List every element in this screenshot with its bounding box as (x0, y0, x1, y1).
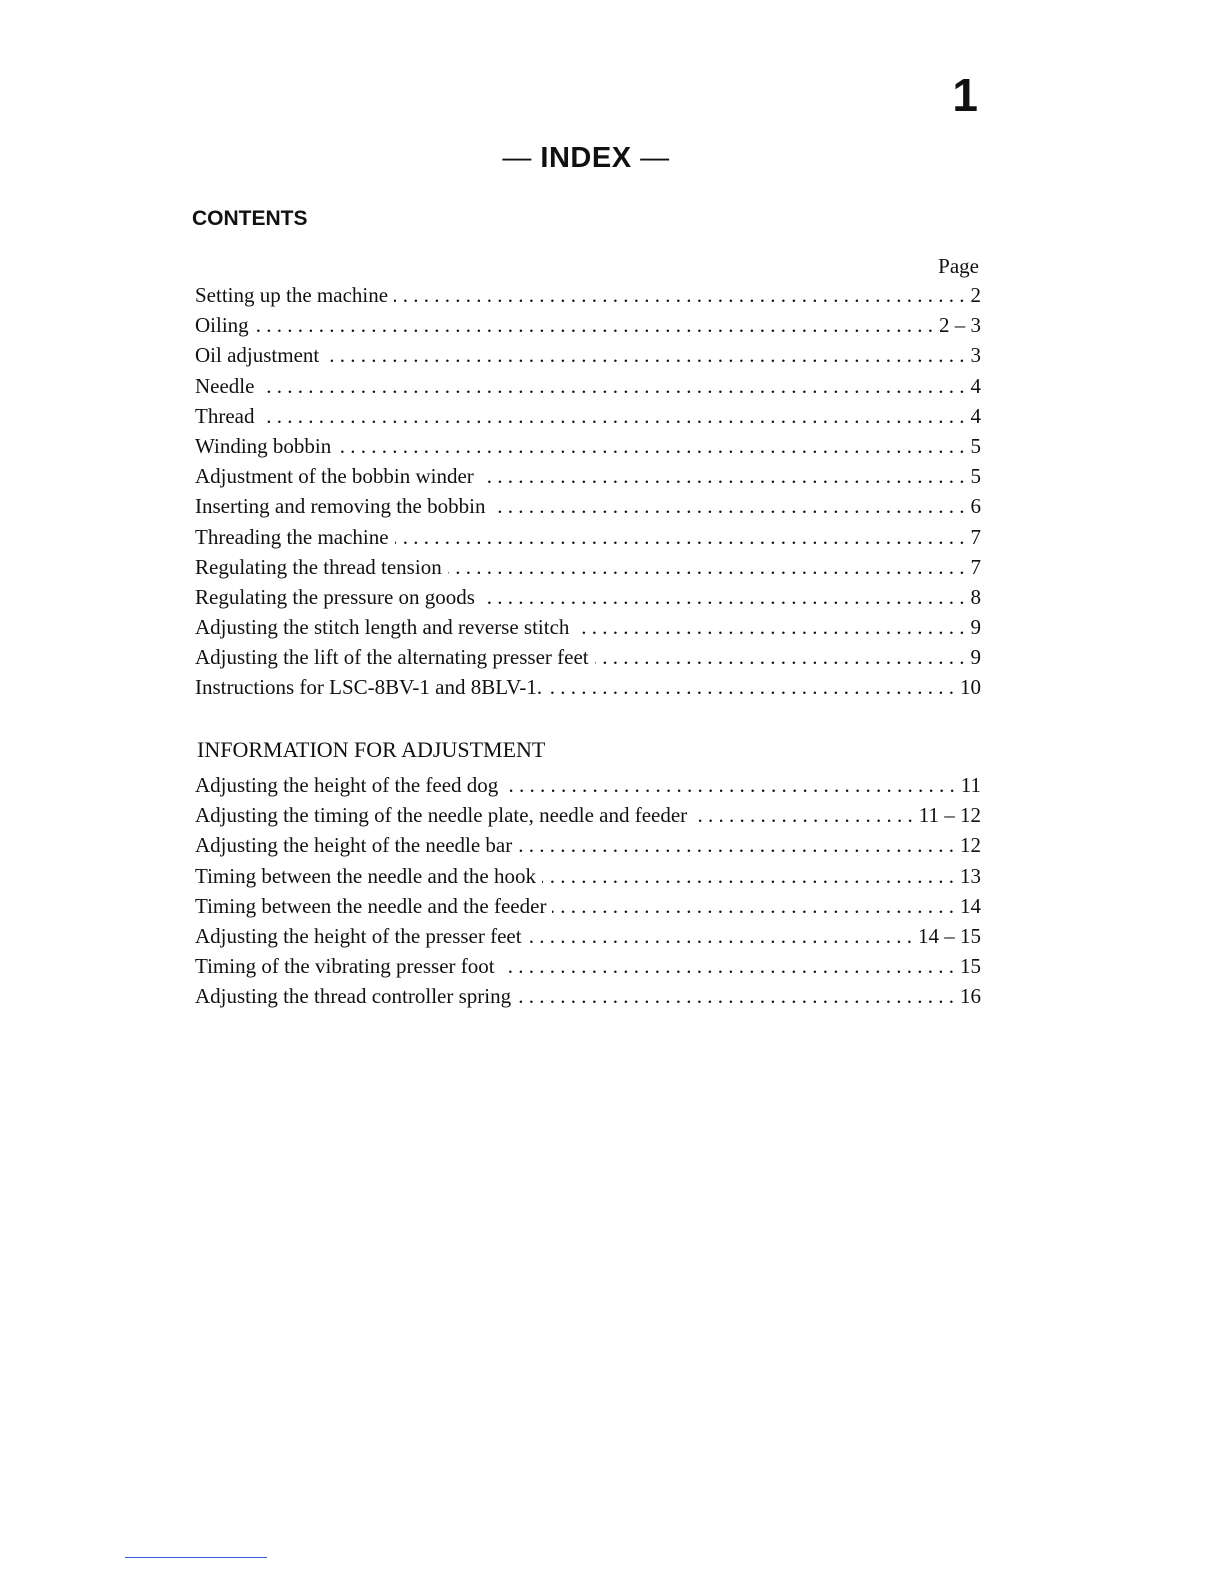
dot-leader (480, 464, 965, 489)
dot-leader (693, 803, 913, 828)
toc-entry-label: Setting up the machine (195, 283, 394, 308)
toc-entry[interactable] (195, 675, 981, 705)
toc-entry-page: 15 (960, 954, 981, 979)
toc-entry[interactable] (195, 773, 981, 803)
toc-entry-page: 14 (960, 893, 981, 918)
toc-entry-label: Regulating the thread tension (195, 555, 448, 580)
toc-entry[interactable] (195, 954, 981, 984)
toc-entry[interactable] (195, 924, 981, 954)
index-title (0, 142, 1172, 175)
dot-leader (394, 283, 964, 308)
toc-entry-page: 5 (970, 464, 981, 489)
dot-leader (255, 313, 933, 338)
toc-entry-page: 11 – 12 (918, 803, 981, 828)
dot-leader (481, 585, 965, 610)
toc-entry[interactable] (195, 984, 981, 1014)
toc-entry-label: Thread (195, 404, 260, 429)
toc-entry-page: 14 – 15 (918, 923, 981, 948)
toc-entry-page: 7 (970, 524, 981, 549)
toc-entry-page: 4 (970, 403, 981, 428)
toc-entry-page: 2 (970, 283, 981, 307)
dot-leader (575, 615, 964, 640)
toc-entry[interactable] (195, 494, 981, 524)
toc-entry-page: 10 (960, 675, 981, 700)
toc-entry-page: 8 (970, 584, 981, 609)
dot-leader (260, 374, 964, 399)
dot-leader (552, 894, 954, 919)
toc-entry[interactable] (195, 464, 981, 494)
toc-entry-label: Regulating the pressure on goods (195, 585, 481, 610)
page-number: 1 (952, 69, 978, 121)
toc-entry[interactable] (195, 833, 981, 863)
title-text: INDEX (540, 142, 632, 174)
toc-entry-label: Adjusting the stitch length and reverse stitch (195, 615, 575, 640)
toc-entry-page: 4 (970, 373, 981, 398)
toc-entry-label: Instructions for LSC-8BV-1 and 8BLV-1. (195, 675, 548, 700)
page-column-label: Page (938, 254, 979, 278)
toc-entry[interactable] (195, 864, 981, 894)
toc-entry-label: Adjusting the thread controller spring (195, 984, 517, 1009)
toc-entry-page: 16 (960, 984, 981, 1009)
toc-entry[interactable] (195, 343, 981, 373)
toc-entry[interactable] (195, 803, 981, 833)
toc-entry[interactable] (195, 434, 981, 464)
contents-heading: CONTENTS (192, 207, 308, 230)
toc-entry[interactable] (195, 525, 981, 555)
adjustment-section-heading: INFORMATION FOR ADJUSTMENT (197, 737, 546, 762)
toc-entry[interactable] (195, 283, 981, 313)
toc-entry-page: 5 (970, 433, 981, 458)
toc-entry-page: 2 – 3 (939, 313, 981, 338)
dot-leader (528, 924, 912, 949)
dot-leader (501, 954, 954, 979)
dot-leader (491, 494, 964, 519)
toc-entry[interactable] (195, 645, 981, 675)
dot-leader (504, 773, 954, 798)
dot-leader (260, 404, 964, 429)
dot-leader (548, 675, 954, 700)
toc-entry-label: Timing between the needle and the feeder (195, 894, 552, 919)
toc-entry-label: Threading the machine (195, 525, 395, 550)
toc-entry-label: Adjusting the height of the feed dog (195, 773, 504, 798)
dot-leader (595, 645, 965, 670)
toc-entry-label: Oiling (195, 313, 255, 338)
dot-leader (395, 525, 965, 550)
toc-entry[interactable] (195, 894, 981, 924)
toc-entry-page: 12 (960, 833, 981, 858)
toc-entry[interactable] (195, 585, 981, 615)
title-dash-right: — (640, 142, 670, 174)
toc-entry[interactable] (195, 404, 981, 434)
toc-entry-label: Winding bobbin (195, 434, 337, 459)
toc-entry-label: Needle (195, 374, 260, 399)
title-dash-left: — (502, 142, 532, 174)
toc-entry-label: Adjusting the timing of the needle plate, needle and feeder (195, 803, 693, 828)
toc-entry-label: Oil adjustment (195, 343, 325, 368)
toc-entry[interactable] (195, 313, 981, 343)
dot-leader (337, 434, 964, 459)
dot-leader (448, 555, 965, 580)
toc-entry-label: Inserting and removing the bobbin (195, 494, 491, 519)
toc-entry-page: 9 (970, 645, 981, 670)
toc-entry[interactable] (195, 615, 981, 645)
toc-entry-label: Adjusting the height of the presser feet (195, 924, 528, 949)
dot-leader (542, 864, 954, 889)
toc-entry[interactable] (195, 374, 981, 404)
toc-entry-page: 7 (970, 554, 981, 579)
toc-entry-label: Adjustment of the bobbin winder (195, 464, 480, 489)
dot-leader (518, 833, 954, 858)
contents-list (195, 283, 981, 706)
toc-entry-page: 3 (970, 343, 981, 368)
scan-edge-line (125, 1557, 267, 1558)
toc-entry-label: Timing of the vibrating presser foot (195, 954, 501, 979)
toc-entry-label: Timing between the needle and the hook (195, 864, 542, 889)
toc-entry-label: Adjusting the height of the needle bar (195, 833, 518, 858)
dot-leader (517, 984, 954, 1009)
toc-entry[interactable] (195, 555, 981, 585)
toc-entry-page: 9 (970, 615, 981, 640)
toc-entry-page: 13 (960, 863, 981, 888)
toc-entry-page: 6 (970, 494, 981, 519)
toc-entry-label: Adjusting the lift of the alternating presser feet (195, 645, 595, 670)
dot-leader (325, 343, 964, 368)
toc-entry-page: 11 (960, 773, 981, 797)
adjustment-list (195, 773, 981, 1015)
